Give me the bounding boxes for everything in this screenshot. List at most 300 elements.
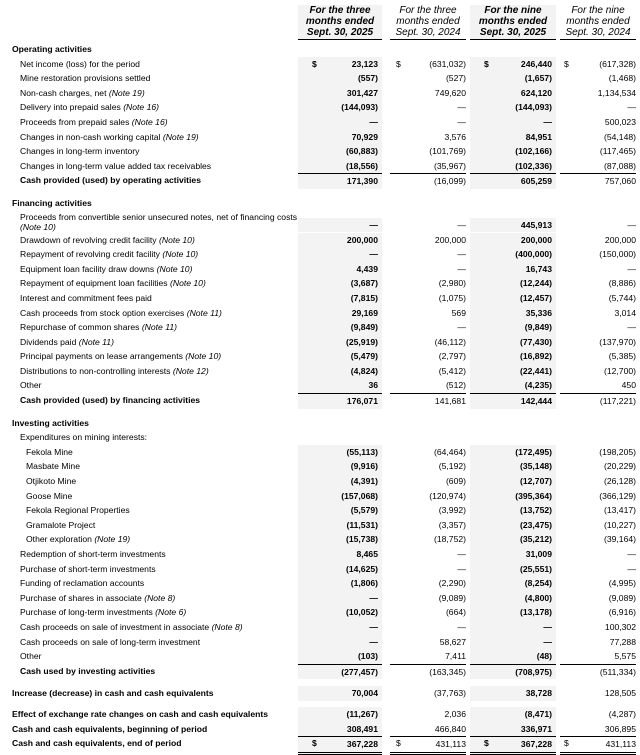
- currency-symbol: $: [564, 58, 569, 69]
- line-item-text: Net income (loss) for the period: [20, 58, 140, 69]
- amount-cell: (77,430): [470, 335, 556, 350]
- amount-cell: 605,259: [470, 173, 556, 189]
- line-item-label: [20, 562, 156, 577]
- line-item-text: Repayment of revolving credit facility: [20, 249, 163, 260]
- amount-cell: (277,457): [298, 664, 382, 680]
- amount-cell: 757,060: [560, 173, 636, 189]
- line-item: [8, 247, 634, 262]
- amount-cell: (3,992): [438, 505, 466, 516]
- amount-cell: (23,475): [470, 518, 556, 533]
- amount-cell: (12,700): [603, 365, 636, 376]
- amount-cell: 142,444: [470, 393, 556, 409]
- amount-cell: —: [457, 322, 466, 333]
- amount-cell: (631,032): [429, 58, 466, 69]
- amount-cell: —: [457, 219, 466, 230]
- currency-symbol: $: [396, 738, 401, 749]
- line-item-label: [20, 635, 200, 650]
- amount-cell: 8,465: [298, 547, 382, 562]
- note-reference: (Note 11): [78, 336, 114, 347]
- amount-cell: 70,929: [298, 130, 382, 145]
- line-item: [8, 378, 634, 393]
- amount-cell: (18,556): [298, 159, 382, 174]
- amount-cell: 367,228: [298, 736, 382, 755]
- currency-symbol: $: [312, 738, 317, 749]
- amount-cell: (609): [445, 476, 466, 487]
- line-item-label: [20, 547, 166, 562]
- total-row: [8, 736, 634, 751]
- line-item-text: Cash proceeds on sale of long-term investment: [20, 636, 201, 647]
- currency-symbol: $: [484, 738, 489, 749]
- note-reference: (Note 19): [94, 534, 131, 545]
- amount-cell: 128,505: [604, 688, 636, 699]
- amount-cell: (13,178): [470, 605, 556, 620]
- amount-cell: (102,166): [470, 144, 556, 159]
- amount-cell: (10,052): [298, 605, 382, 620]
- section-heading: [8, 42, 634, 57]
- line-item-text: Mine restoration provisions settled: [20, 73, 151, 84]
- amount-cell: (512): [445, 380, 466, 391]
- line-item: [8, 320, 634, 335]
- line-item-label: [20, 335, 114, 350]
- amount-cell: 200,000: [470, 233, 556, 248]
- amount-cell: —: [457, 249, 466, 260]
- amount-cell: 308,491: [298, 722, 382, 737]
- amount-cell: 31,009: [470, 547, 556, 562]
- section-heading: [8, 196, 634, 211]
- note-reference: (Note 8): [144, 592, 176, 603]
- amount-cell: (18,752): [433, 534, 466, 545]
- amount-cell: 301,427: [298, 86, 382, 101]
- amount-cell: (527): [445, 73, 466, 84]
- line-item-text: Cash proceeds on sale of investment in associate: [20, 621, 212, 632]
- line-item-label: [26, 518, 95, 533]
- amount-cell: 466,840: [434, 723, 466, 734]
- amount-cell: (4,800): [470, 591, 556, 606]
- amount-cell: 246,440: [470, 57, 556, 72]
- amount-cell: (2,797): [438, 351, 466, 362]
- amount-cell: —: [627, 219, 636, 230]
- line-item-label: [26, 503, 130, 518]
- amount-cell: (35,212): [470, 532, 556, 547]
- sub-heading-label: Expenditures on mining interests:: [20, 432, 148, 443]
- line-item-text: Equipment loan facility draw downs: [20, 263, 157, 274]
- amount-cell: (12,244): [470, 276, 556, 291]
- amount-cell: (157,068): [298, 489, 382, 504]
- amount-cell: (5,192): [438, 461, 466, 472]
- amount-cell: —: [298, 218, 382, 232]
- amount-cell: (2,290): [438, 578, 466, 589]
- line-item: [8, 211, 634, 233]
- line-item: [8, 262, 634, 277]
- line-item-label: [12, 736, 182, 751]
- line-item-text: Increase (decrease) in cash and cash equivalents: [12, 688, 214, 699]
- line-item-text: Repurchase of common shares: [20, 322, 142, 333]
- note-reference: (Note 10): [162, 249, 199, 260]
- line-item: [8, 335, 634, 350]
- line-item-text: Principal payments on lease arrangements: [20, 351, 186, 362]
- amount-cell: —: [457, 263, 466, 274]
- amount-cell: 3,014: [614, 307, 636, 318]
- spacer: [8, 408, 634, 416]
- amount-cell: (9,916): [298, 459, 382, 474]
- line-item-text: Redemption of short-term investments: [20, 549, 166, 559]
- line-item-label: [20, 306, 222, 321]
- amount-cell: (163,345): [390, 664, 466, 680]
- amount-cell: 23,123: [298, 57, 382, 72]
- amount-cell: 7,411: [445, 651, 466, 662]
- amount-cell: (144,093): [298, 100, 382, 115]
- amount-cell: —: [298, 620, 382, 635]
- amount-cell: (22,441): [470, 364, 556, 379]
- line-item-text: Purchase of short-term investments: [20, 563, 156, 574]
- total-row: [8, 722, 634, 737]
- amount-cell: (557): [298, 71, 382, 86]
- amount-cell: 200,000: [434, 234, 466, 245]
- amount-cell: 16,743: [470, 262, 556, 277]
- note-reference: (Note 6): [155, 607, 187, 618]
- amount-cell: (101,769): [429, 146, 466, 157]
- line-item-label: [26, 459, 80, 474]
- amount-cell: 2,036: [444, 708, 466, 719]
- line-item-text: Effect of exchange rate changes on cash and cash equivalents: [12, 708, 268, 719]
- amount-cell: 431,113: [390, 736, 466, 755]
- section-heading-label: Operating activities: [12, 44, 92, 54]
- line-item: [8, 144, 634, 159]
- amount-cell: (37,763): [433, 688, 466, 699]
- line-item-label: [20, 100, 159, 115]
- amount-cell: 36: [298, 378, 382, 393]
- line-item: [8, 518, 634, 533]
- line-item: [8, 532, 634, 547]
- amount-cell: 176,071: [298, 393, 382, 409]
- amount-cell: (172,495): [470, 445, 556, 460]
- note-reference: (Note 11): [186, 307, 222, 318]
- amount-cell: (87,088): [603, 160, 636, 171]
- amount-cell: —: [627, 563, 636, 574]
- line-item: [8, 562, 634, 577]
- line-item-text: Cash proceeds from stock option exercises: [20, 307, 187, 318]
- amount-cell: 200,000: [604, 234, 636, 245]
- amount-cell: 306,895: [604, 723, 636, 734]
- amount-cell: (13,417): [603, 505, 636, 516]
- column-heading: For the three months ended Sept. 30, 2025: [298, 5, 382, 39]
- currency-symbol: $: [396, 58, 401, 69]
- line-item: [8, 635, 634, 650]
- amount-cell: (15,738): [298, 532, 382, 547]
- line-item-text: Fekola Regional Properties: [26, 505, 130, 516]
- amount-cell: (11,531): [298, 518, 382, 533]
- amount-cell: (144,093): [470, 100, 556, 115]
- note-reference: (Note 10): [159, 234, 195, 245]
- amount-cell: (6,916): [608, 607, 636, 618]
- currency-symbol: $: [564, 738, 569, 749]
- note-reference: (Note 10): [170, 278, 206, 289]
- subtotal-row: [8, 393, 634, 408]
- amount-cell: —: [457, 621, 466, 632]
- amount-cell: 5,575: [614, 651, 636, 662]
- line-item-label: [20, 159, 211, 174]
- amount-cell: 29,169: [298, 306, 382, 321]
- line-item-label: [20, 262, 192, 277]
- line-item-text: Changes in long-term inventory: [20, 146, 140, 157]
- amount-cell: 70,004: [298, 686, 382, 701]
- line-item: [8, 620, 634, 635]
- amount-cell: (137,970): [599, 336, 636, 347]
- line-item: [8, 591, 634, 606]
- amount-cell: 749,620: [434, 87, 466, 98]
- column-header: [8, 0, 634, 42]
- column-heading: For the nine months ended Sept. 30, 2024: [560, 5, 636, 39]
- line-item-label: [20, 649, 42, 664]
- section-heading: [8, 416, 634, 431]
- amount-cell: 367,228: [470, 736, 556, 755]
- amount-cell: —: [470, 620, 556, 635]
- amount-cell: 171,390: [298, 173, 382, 189]
- currency-symbol: $: [312, 58, 317, 69]
- line-item: [8, 115, 634, 130]
- amount-cell: (617,328): [599, 58, 636, 69]
- amount-cell: (117,221): [560, 393, 636, 409]
- amount-cell: (3,357): [438, 519, 466, 530]
- amount-cell: —: [627, 549, 636, 559]
- amount-cell: —: [470, 635, 556, 650]
- amount-cell: 445,913: [470, 218, 556, 232]
- amount-cell: (2,980): [438, 278, 466, 289]
- amount-cell: (4,287): [608, 708, 636, 719]
- amount-cell: (46,112): [434, 336, 466, 347]
- amount-cell: 569: [451, 307, 466, 318]
- line-item-label: [20, 173, 201, 188]
- line-item-text: Proceeds from convertible senior unsecured notes, net of financing costs: [20, 211, 298, 222]
- line-item-text: Delivery into prepaid sales: [20, 102, 124, 113]
- amount-cell: (511,334): [560, 664, 636, 680]
- amount-cell: (4,824): [298, 364, 382, 379]
- amount-cell: 100,302: [604, 621, 636, 632]
- amount-cell: (5,744): [608, 292, 636, 303]
- line-item: [8, 233, 634, 248]
- amount-cell: 336,971: [470, 722, 556, 737]
- amount-cell: (26,128): [603, 476, 636, 487]
- line-item-label: [26, 474, 76, 489]
- line-item-text: Fekola Mine: [26, 446, 73, 457]
- line-item: [8, 364, 634, 379]
- line-item-text: Changes in non-cash working capital: [20, 131, 163, 142]
- line-item: [8, 349, 634, 364]
- line-item-label: [20, 144, 139, 159]
- line-item: [8, 576, 634, 591]
- amount-cell: 77,288: [609, 636, 636, 647]
- line-item: [8, 86, 634, 101]
- amount-cell: (11,267): [298, 707, 382, 722]
- line-item-label: [20, 605, 186, 620]
- line-item-label: [26, 532, 130, 547]
- line-item-label: [20, 212, 300, 232]
- amount-cell: (9,849): [470, 320, 556, 335]
- amount-cell: (1,075): [438, 292, 466, 303]
- amount-cell: —: [457, 116, 466, 127]
- line-item-label: [26, 445, 73, 460]
- amount-cell: (708,975): [470, 664, 556, 680]
- note-reference: (Note 11): [141, 322, 177, 333]
- amount-cell: (48): [470, 649, 556, 664]
- amount-cell: —: [627, 102, 636, 113]
- line-item: [8, 445, 634, 460]
- amount-cell: (12,707): [470, 474, 556, 489]
- total-row: [8, 686, 634, 701]
- amount-cell: 38,728: [470, 686, 556, 701]
- line-item-label: [20, 576, 144, 591]
- amount-cell: 35,336: [470, 306, 556, 321]
- note-reference: (Note 8): [211, 621, 243, 632]
- amount-cell: 624,120: [470, 86, 556, 101]
- amount-cell: (25,551): [470, 562, 556, 577]
- line-item: [8, 291, 634, 306]
- amount-cell: (35,967): [433, 160, 466, 171]
- line-item: [8, 130, 634, 145]
- amount-cell: (8,886): [608, 278, 636, 289]
- line-item: [8, 649, 634, 664]
- amount-cell: —: [627, 322, 636, 333]
- note-reference: (Note 19): [162, 131, 199, 142]
- spacer: [8, 678, 634, 686]
- amount-cell: —: [457, 102, 466, 113]
- line-item: [8, 547, 634, 562]
- amount-cell: 450: [621, 380, 636, 391]
- amount-cell: (198,205): [599, 446, 636, 457]
- amount-cell: (7,815): [298, 291, 382, 306]
- amount-cell: (366,129): [599, 490, 636, 501]
- amount-cell: —: [470, 115, 556, 130]
- line-item-label: [12, 722, 207, 737]
- amount-cell: (20,229): [603, 461, 636, 472]
- line-item-text: Goose Mine: [26, 490, 73, 501]
- subtotal-row: [8, 664, 634, 679]
- line-item-text: Other: [20, 380, 42, 391]
- amount-cell: (16,099): [390, 173, 466, 189]
- note-reference: (Note 16): [131, 116, 168, 127]
- line-item-label: [20, 378, 42, 393]
- line-item-label: [20, 364, 209, 379]
- amount-cell: 84,951: [470, 130, 556, 145]
- amount-cell: (1,657): [470, 71, 556, 86]
- line-item: [8, 306, 634, 321]
- line-item: [8, 100, 634, 115]
- total-row: [8, 707, 634, 722]
- line-item: [8, 605, 634, 620]
- currency-symbol: $: [484, 58, 489, 69]
- line-item: [8, 57, 634, 72]
- amount-cell: 141,681: [390, 393, 466, 409]
- amount-cell: (54,148): [603, 131, 636, 142]
- amount-cell: (14,625): [298, 562, 382, 577]
- line-item-text: Interest and commitment fees paid: [20, 292, 152, 303]
- line-item-text: Funding of reclamation accounts: [20, 578, 145, 589]
- sub-heading: [8, 430, 634, 445]
- amount-cell: (8,254): [470, 576, 556, 591]
- line-item-text: Gramalote Project: [26, 519, 96, 530]
- amount-cell: (55,113): [298, 445, 382, 460]
- line-item-text: Cash provided (used) by financing activities: [20, 395, 201, 406]
- line-item-label: [20, 233, 195, 248]
- line-item-text: Dividends paid: [20, 336, 79, 347]
- line-item: [8, 489, 634, 504]
- column-heading: For the nine months ended Sept. 30, 2025: [470, 5, 556, 39]
- amount-cell: (1,468): [608, 73, 636, 84]
- amount-cell: (3,687): [298, 276, 382, 291]
- line-item-label: [20, 591, 175, 606]
- amount-cell: 431,113: [560, 736, 636, 755]
- amount-cell: 1,134,534: [597, 87, 636, 98]
- amount-cell: —: [457, 549, 466, 559]
- amount-cell: (64,464): [433, 446, 466, 457]
- column-heading: For the three months ended Sept. 30, 2024: [390, 5, 466, 39]
- amount-cell: (150,000): [599, 249, 636, 260]
- line-item-text: Cash provided (used) by operating activities: [20, 175, 201, 186]
- line-item-label: [20, 115, 168, 130]
- line-item-label: [12, 686, 214, 701]
- line-item-text: Drawdown of revolving credit facility: [20, 234, 159, 245]
- amount-cell: (117,465): [599, 146, 636, 157]
- amount-cell: (4,391): [298, 474, 382, 489]
- line-item: [8, 276, 634, 291]
- amount-cell: (103): [298, 649, 382, 664]
- line-item-label: [20, 664, 155, 679]
- note-reference: (Note 10): [156, 263, 193, 274]
- amount-cell: (8,471): [470, 707, 556, 722]
- amount-cell: (12,457): [470, 291, 556, 306]
- amount-cell: (39,164): [603, 534, 636, 545]
- amount-cell: (1,806): [298, 576, 382, 591]
- amount-cell: —: [457, 563, 466, 574]
- note-reference: (Note 16): [123, 102, 160, 113]
- amount-cell: (10,227): [603, 519, 636, 530]
- line-item-label: [20, 130, 199, 145]
- amount-cell: 4,439: [298, 262, 382, 277]
- line-item-text: Non-cash charges, net: [20, 87, 109, 98]
- line-item-text: Distributions to non-controlling interests: [20, 365, 173, 376]
- amount-cell: (400,000): [470, 247, 556, 262]
- line-item-label: [20, 393, 200, 408]
- amount-cell: (120,974): [429, 490, 466, 501]
- line-item-label: [20, 620, 243, 635]
- amount-cell: 3,576: [444, 131, 466, 142]
- note-reference: (Note 12): [172, 365, 209, 376]
- line-item: [8, 503, 634, 518]
- line-item-label: [20, 57, 140, 72]
- line-item-label: [20, 247, 198, 262]
- amount-cell: —: [298, 591, 382, 606]
- amount-cell: (5,479): [298, 349, 382, 364]
- line-item: [8, 459, 634, 474]
- note-reference: (Note 10): [185, 351, 222, 362]
- line-item-text: Repayment of equipment loan facilities: [20, 278, 170, 289]
- section-heading-label: Investing activities: [12, 417, 89, 428]
- statement-body: [8, 42, 634, 751]
- line-item-text: Changes in long-term value added tax receivables: [20, 160, 212, 171]
- line-item-text: Cash used by investing activities: [20, 665, 156, 676]
- amount-cell: (16,892): [470, 349, 556, 364]
- amount-cell: —: [298, 247, 382, 262]
- amount-cell: (9,089): [438, 592, 466, 603]
- amount-cell: (395,364): [470, 489, 556, 504]
- line-item-label: [20, 71, 150, 86]
- line-item-label: [12, 707, 268, 722]
- cash-flow-statement: [8, 0, 634, 751]
- line-item: [8, 474, 634, 489]
- amount-cell: (13,752): [470, 503, 556, 518]
- amount-cell: (102,336): [470, 159, 556, 174]
- note-reference: (Note 19): [108, 87, 145, 98]
